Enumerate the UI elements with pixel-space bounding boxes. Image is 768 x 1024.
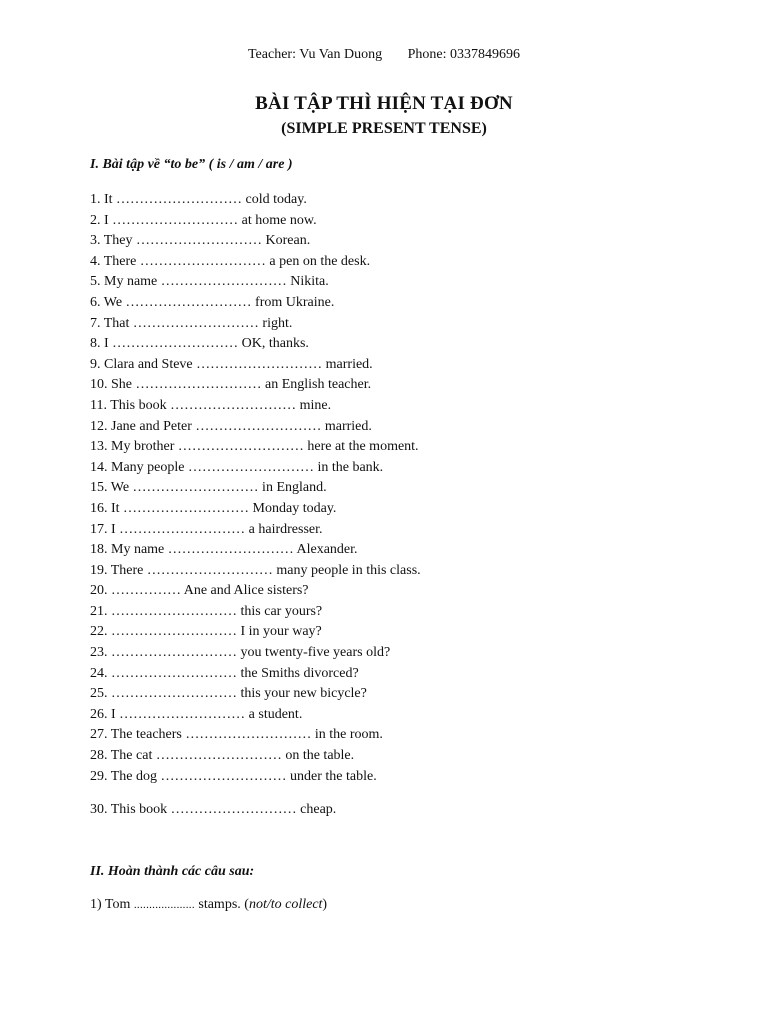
completion-middle: stamps. ( [194, 897, 249, 912]
completion-item [90, 897, 327, 913]
teacher-name: Teacher: Vu Van Duong [247, 47, 383, 62]
exercise-item: 19. There ……………………… many people in this class. [90, 562, 421, 578]
page-subtitle: (SIMPLE PRESENT TENSE) [281, 120, 487, 137]
completion-hint: not/to collect [248, 897, 323, 912]
exercise-item: 3. They ……………………… Korean. [90, 233, 311, 249]
exercise-item: 17. I ……………………… a hairdresser. [90, 521, 323, 537]
exercise-item: 20. …………… Ane and Alice sisters? [90, 583, 309, 599]
exercise-item: 29. The dog ……………………… under the table. [90, 768, 377, 784]
section-1-heading: I. Bài tập về “to be” ( is / am / are ) [90, 157, 293, 172]
exercise-item: 15. We ……………………… in England. [90, 480, 327, 496]
exercise-item: 23. ……………………… you twenty-five years old? [90, 645, 391, 661]
exercise-item: 5. My name ……………………… Nikita. [90, 274, 329, 290]
completion-blank: .................... [133, 899, 195, 911]
exercise-item: 28. The cat ……………………… on the table. [90, 748, 355, 764]
exercise-item: 16. It ……………………… Monday today. [90, 500, 337, 516]
exercise-item: 4. There ……………………… a pen on the desk. [90, 253, 371, 269]
exercise-item: 14. Many people ……………………… in the bank. [90, 459, 384, 475]
exercise-item: 27. The teachers ……………………… in the room. [90, 727, 383, 743]
completion-prefix: 1) Tom [90, 897, 134, 912]
exercise-item: 24. ……………………… the Smiths divorced? [90, 665, 359, 681]
exercise-item: 2. I ……………………… at home now. [90, 212, 317, 228]
exercise-item: 8. I ……………………… OK, thanks. [90, 336, 309, 352]
exercise-item: 11. This book ……………………… mine. [90, 397, 332, 413]
exercise-item: 30. This book ……………………… cheap. [90, 802, 337, 818]
exercise-item: 9. Clara and Steve ……………………… married. [90, 356, 373, 372]
completion-suffix: ) [322, 897, 328, 912]
exercise-item: 10. She ……………………… an English teacher. [90, 377, 372, 393]
exercise-item: 25. ……………………… this your new bicycle? [90, 686, 367, 702]
teacher-phone: Phone: 0337849696 [407, 47, 521, 62]
exercise-item: 13. My brother ……………………… here at the moment. [90, 439, 419, 455]
exercise-item: 26. I ……………………… a student. [90, 706, 303, 722]
exercise-item: 6. We ……………………… from Ukraine. [90, 294, 335, 310]
exercise-item: 22. ……………………… I in your way? [90, 624, 322, 640]
page-title: BÀI TẬP THÌ HIỆN TẠI ĐƠN [255, 93, 513, 114]
exercise-item: 21. ……………………… this car yours? [90, 603, 323, 619]
section-2-heading: II. Hoàn thành các câu sau: [90, 864, 255, 879]
exercise-item: 18. My name ……………………… Alexander. [90, 542, 358, 558]
exercise-list [90, 190, 421, 821]
exercise-item: 7. That ……………………… right. [90, 315, 293, 331]
exercise-item: 1. It ……………………… cold today. [90, 192, 307, 207]
exercise-item: 12. Jane and Peter ……………………… married. [90, 418, 372, 434]
page-header [0, 47, 768, 63]
